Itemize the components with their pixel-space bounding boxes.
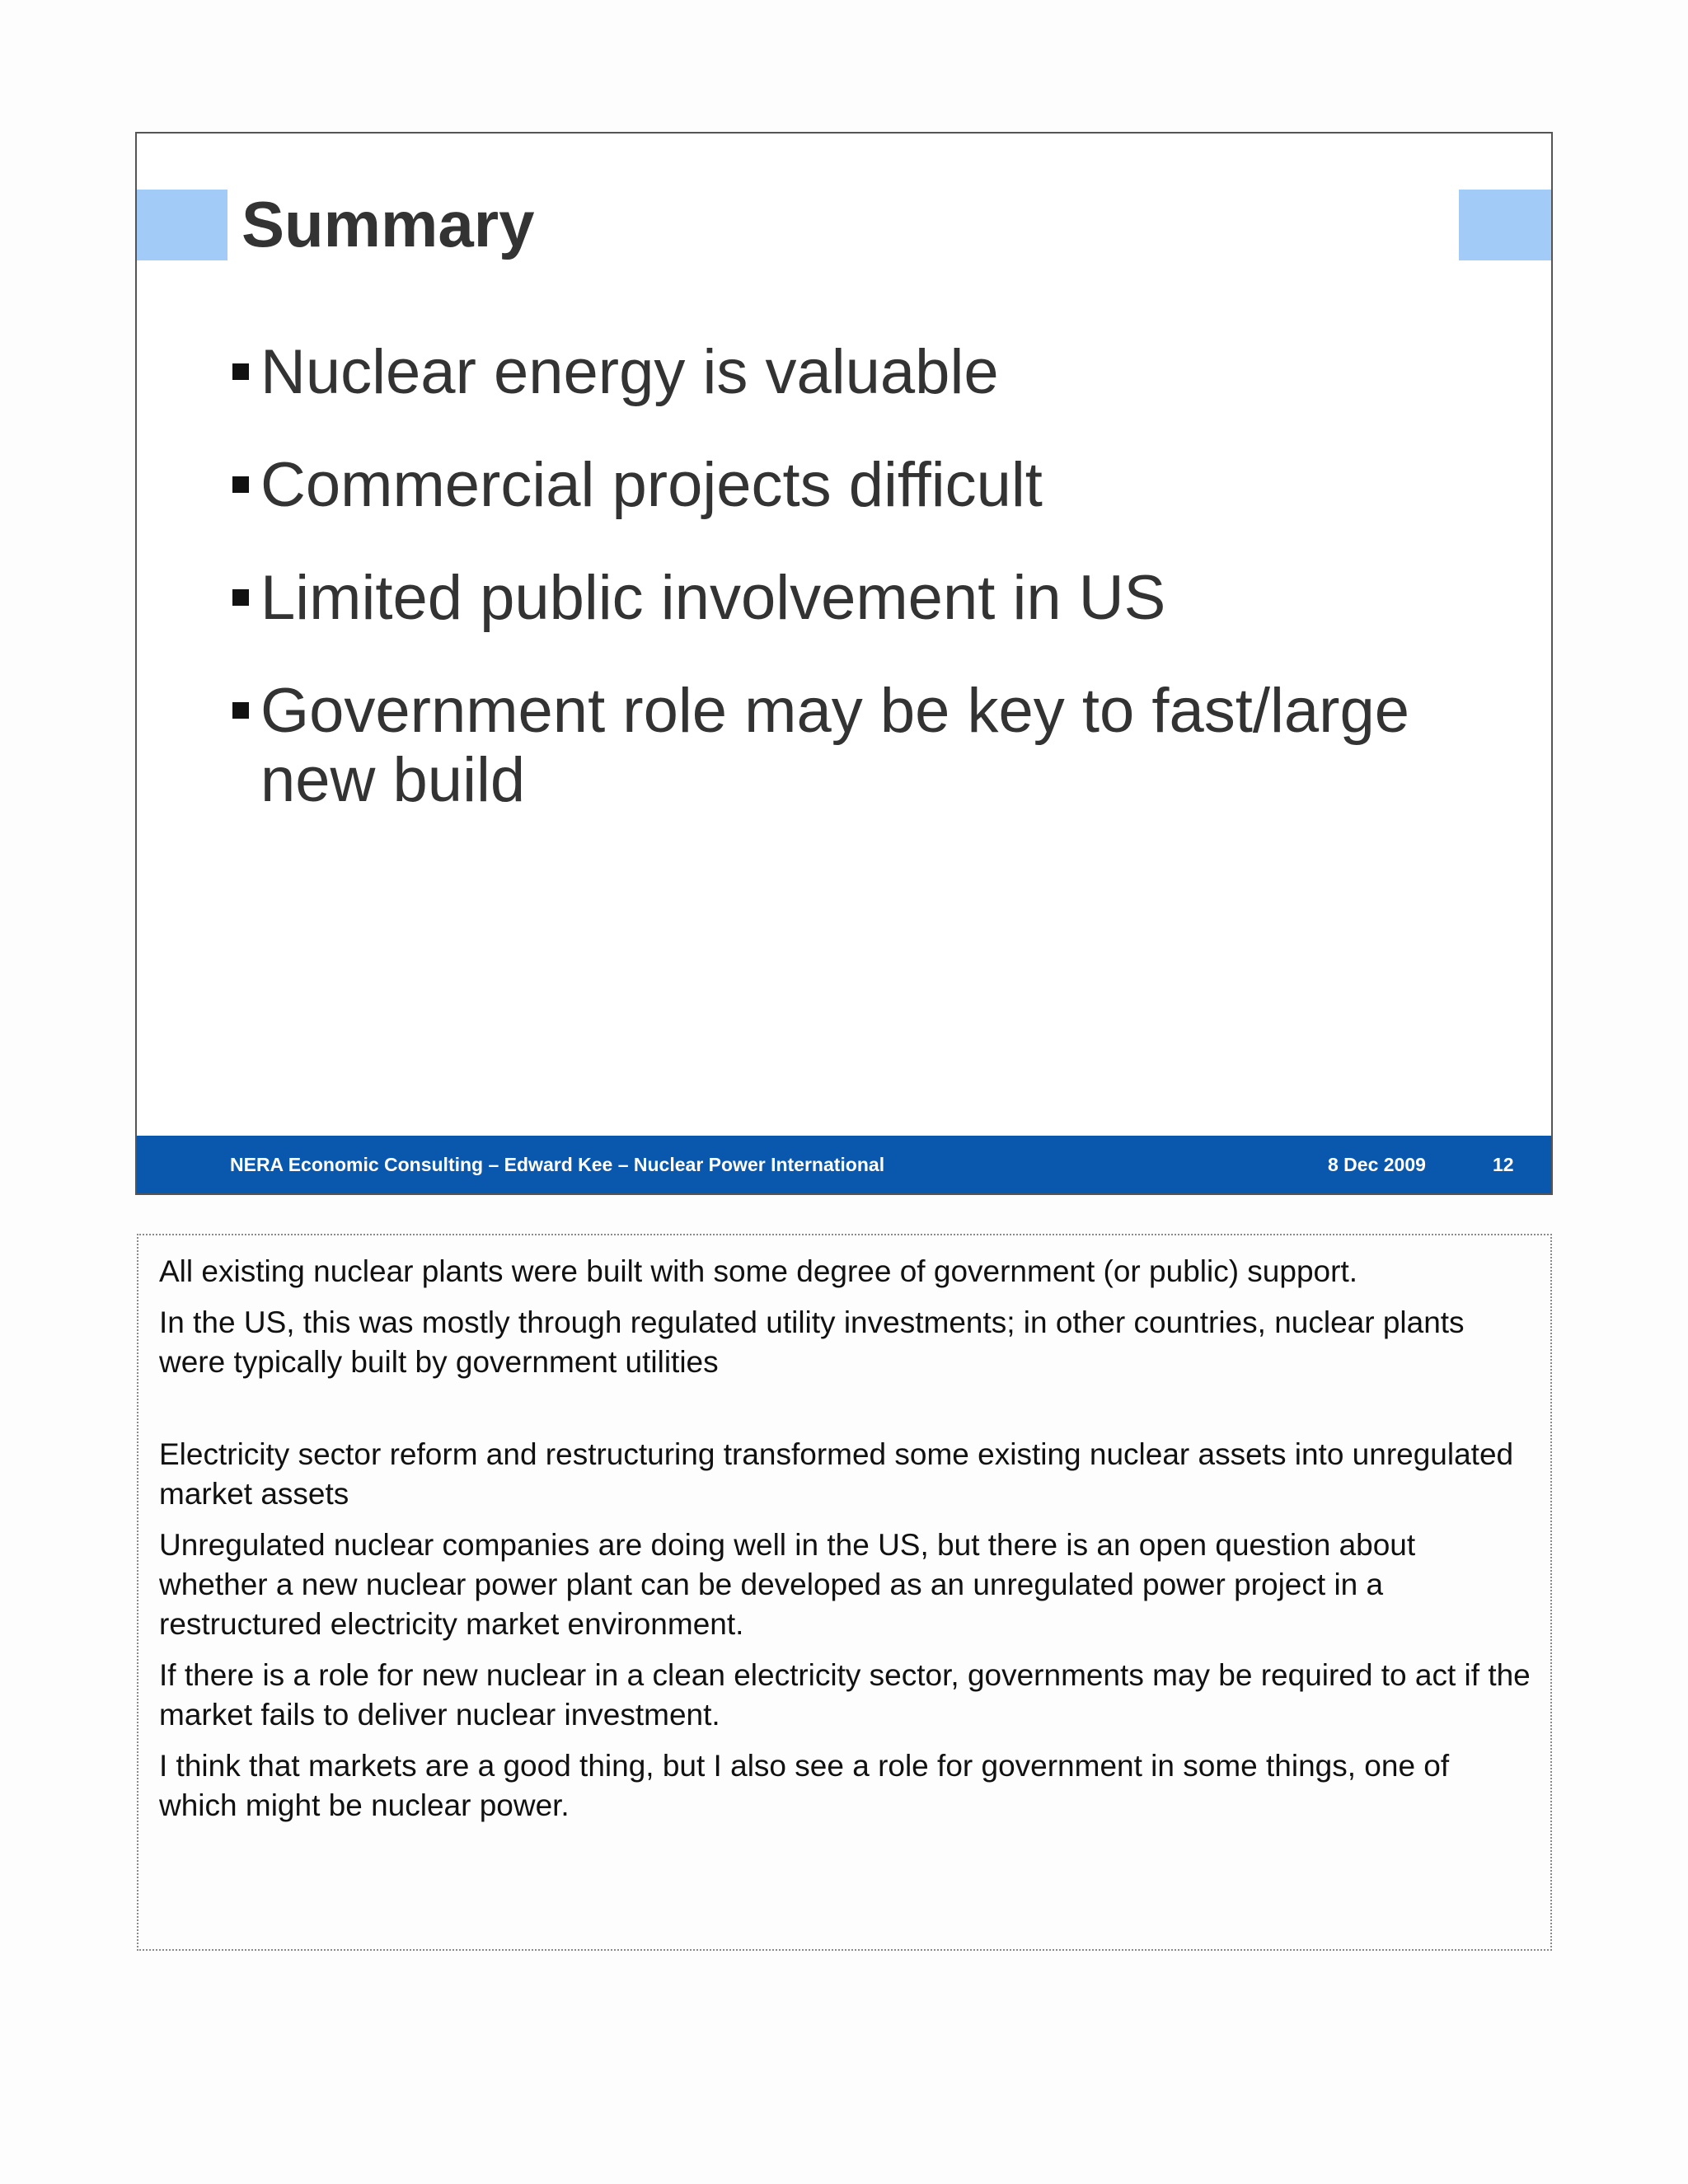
bullet-item (227, 338, 1513, 407)
bullet-item (227, 451, 1513, 520)
page-number: 12 (1493, 1154, 1514, 1175)
footer-date: 8 Dec 2009 (1328, 1154, 1426, 1175)
bullet-text: Nuclear energy is valuable (260, 337, 999, 407)
square-bullet-icon (232, 702, 249, 719)
bullet-text: Commercial projects difficult (260, 450, 1043, 520)
square-bullet-icon (232, 589, 249, 606)
note-paragraph: I think that markets are a good thing, but I also see a role for government in some things, one of which might be nuclear power. (159, 1749, 1450, 1822)
bullet-text: Limited public involvement in US (260, 563, 1166, 633)
note-paragraph: Electricity sector reform and restructuring transformed some existing nuclear assets into unregulated market assets (159, 1437, 1514, 1511)
title-accent-right (1459, 190, 1551, 260)
note-paragraph: If there is a role for new nuclear in a clean electricity sector, governments may be required to act if the market fails to deliver nuclear investment. (159, 1658, 1531, 1732)
title-accent-left (137, 190, 227, 260)
note-paragraph: Unregulated nuclear companies are doing well in the US, but there is an open question about whether a new nuclear power plant can be developed as an unregulated power project in a restructured electricity market environment. (159, 1528, 1416, 1641)
slide (135, 132, 1553, 1195)
note-paragraph: All existing nuclear plants were built with some degree of government (or public) support. (159, 1254, 1358, 1288)
speaker-notes (137, 1234, 1552, 1951)
square-bullet-icon (232, 363, 249, 380)
note-paragraph: In the US, this was mostly through regulated utility investments; in other countries, nuclear plants were typically built by government utilities (159, 1305, 1465, 1379)
slide-title: Summary (241, 188, 535, 260)
bullet-text: Government role may be key to fast/large new build (260, 676, 1409, 815)
slide-footer (137, 1136, 1551, 1193)
bullet-list (227, 338, 1513, 859)
bullet-item (227, 677, 1513, 815)
footer-credit: NERA Economic Consulting – Edward Kee – Nuclear Power International (230, 1154, 885, 1175)
bullet-item (227, 564, 1513, 633)
square-bullet-icon (232, 476, 249, 493)
